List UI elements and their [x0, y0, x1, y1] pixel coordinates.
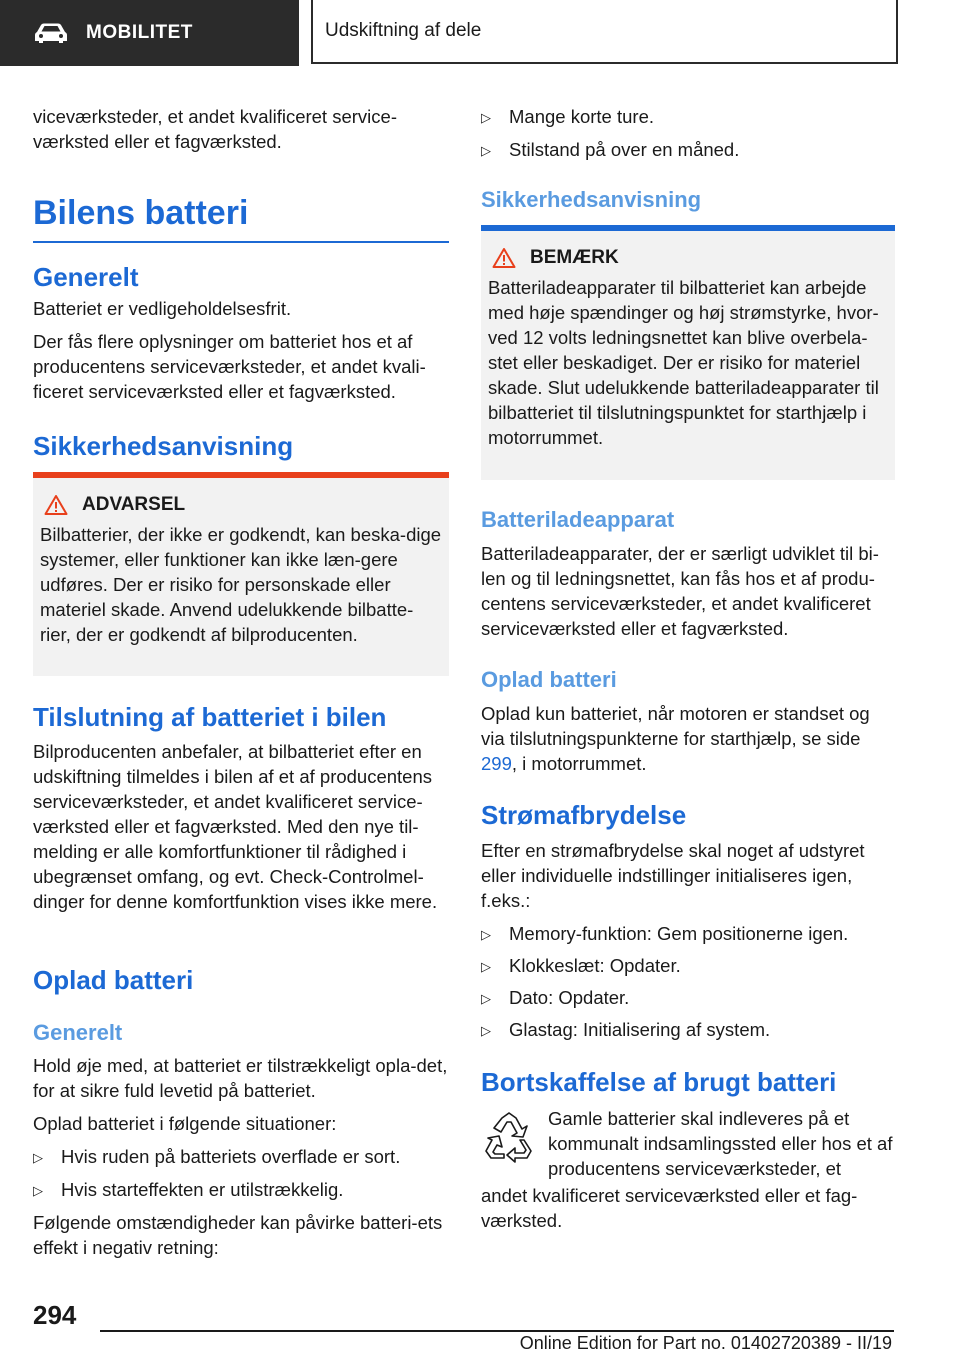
- heading-connect: Tilslutning af batteriet i bilen: [33, 702, 387, 732]
- recycling-icon: [481, 1110, 537, 1164]
- triangle-bullet-icon: ▷: [481, 959, 491, 974]
- charge-text-part: Oplad kun batteriet, når motoren er standset og via tilslutningspunkterne for starthjælp, se side: [481, 703, 870, 749]
- heading-power-outage: Strømafbrydelse: [481, 800, 687, 830]
- heading-charge-right: Oplad batteri: [481, 667, 617, 692]
- edition-text: Online Edition for Part no. 01402720389 - II/19: [519, 1333, 892, 1353]
- section-tab: [0, 0, 299, 66]
- list-item: [481, 137, 897, 163]
- general-text-1: Batteriet er vedligeholdelsesfrit.: [33, 298, 292, 319]
- list-item: [481, 104, 897, 130]
- warning-box: [33, 472, 449, 676]
- list-item-text: Klokkeslæt: Opdater.: [509, 955, 681, 976]
- footer-rule: [100, 1330, 894, 1332]
- list-item: [33, 1144, 449, 1170]
- warning-title: ADVARSEL: [82, 494, 186, 515]
- list-item: [481, 953, 897, 979]
- power-outage-text: Efter en strømafbrydelse skal noget af udstyret eller individuelle indstillinger initialiseres igen, f.eks.:: [481, 840, 865, 911]
- heading-safety: Sikkerhedsanvisning: [33, 431, 294, 461]
- chapter-tab: [311, 0, 898, 64]
- triangle-bullet-icon: ▷: [33, 1183, 43, 1198]
- heading-rule: [33, 241, 449, 243]
- list-item: [481, 921, 897, 947]
- charge-text-part: , i motorrummet.: [511, 753, 647, 774]
- notice-title: BEMÆRK: [530, 247, 619, 268]
- triangle-bullet-icon: ▷: [481, 143, 491, 158]
- page-link-299[interactable]: 299: [481, 753, 512, 774]
- disposal-text-2: andet kvalificeret serviceværksted eller et fag-værksted.: [481, 1185, 858, 1231]
- warning-triangle-icon: [492, 247, 516, 269]
- warning-triangle-icon: [44, 494, 68, 516]
- list-item-text: Hvis starteffekten er utilstrækkelig.: [61, 1179, 344, 1200]
- charge-text-1: Hold øje med, at batteriet er tilstrækkeligt opla-det, for at sikre fuld levetid på batteriet.: [33, 1055, 448, 1101]
- list-item-text: Mange korte ture.: [509, 106, 654, 127]
- heading-disposal: Bortskaffelse af brugt batteri: [481, 1067, 837, 1097]
- list-item-text: Dato: Opdater.: [509, 987, 630, 1008]
- page-header: [0, 0, 960, 66]
- chapter-title: Udskiftning af dele: [325, 20, 482, 41]
- list-item: [33, 1177, 449, 1203]
- list-item: [481, 985, 897, 1011]
- list-item-text: Glastag: Initialisering af system.: [509, 1019, 771, 1040]
- triangle-bullet-icon: ▷: [481, 991, 491, 1006]
- triangle-bullet-icon: ▷: [481, 927, 491, 942]
- connect-text: Bilproducenten anbefaler, at bilbatteriet efter en udskiftning tilmeldes i bilen af et af producentens serviceværksteder, et andet kvalificeret service-værksted eller et fagværksted. Med den nye til-melding er alle komfortfunktioner til rådighed i ubegrænset omfang, og evt. Check-Controlmel-dinger for denne komfortfunktion vises ikke mere.: [33, 741, 438, 912]
- charge-text-2: Oplad batteriet i følgende situationer:: [33, 1113, 337, 1134]
- charger-text: Batteriladeapparater, der er særligt udviklet til bi-len og til ledningsnettet, kan fås hos et af produ-centens serviceværksteder, et andet kvalificeret serviceværksted eller et fagværksted.: [481, 543, 879, 639]
- page-number: 294: [33, 1300, 77, 1330]
- warning-text: Bilbatterier, der ikke er godkendt, kan beska-dige systemer, eller funktioner kan ikke læn-gere udføres. Der er risiko for personskade eller materiel skade. Anvend udelukkende bilbatte-rier, der er godkendt af bilproducenten.: [40, 524, 442, 645]
- general-text-2: Der fås flere oplysninger om batteriet hos et af producentens serviceværksteder, et andet kvali-ficeret serviceværksted eller et fagværksted.: [33, 331, 426, 402]
- disposal-text-1: Gamle batterier skal indleveres på et kommunalt indsamlingssted eller hos et af producentens serviceværksteder, et: [548, 1108, 893, 1179]
- heading-general: Generelt: [33, 262, 139, 292]
- list-item: [481, 1017, 897, 1043]
- heading-battery: Bilens batteri: [33, 194, 249, 232]
- list-item-text: Memory-funktion: Gem positionerne igen.: [509, 923, 849, 944]
- triangle-bullet-icon: ▷: [33, 1150, 43, 1165]
- charge-text-right: [481, 701, 897, 776]
- heading-charge-general: Generelt: [33, 1020, 123, 1045]
- list-item-text: Hvis ruden på batteriets overflade er sort.: [61, 1146, 401, 1167]
- notice-text: Batteriladeapparater til bilbatteriet kan arbejde med høje spændinger og høj strømstyrke, hvor-ved 12 volts ledningsnettet kan blive overbela-stet eller beskadiget. Der er risiko for materiel skade. Slut udelukkende batteriladeapparater til bilbatteriet til tilslutningspunktet for starthjælp i motorrummet.: [488, 277, 879, 448]
- triangle-bullet-icon: ▷: [481, 110, 491, 125]
- charge-text-3: Følgende omstændigheder kan påvirke batteri-ets effekt i negativ retning:: [33, 1212, 443, 1258]
- triangle-bullet-icon: ▷: [481, 1023, 491, 1038]
- section-title: MOBILITET: [86, 22, 193, 43]
- car-icon: [34, 22, 68, 44]
- heading-charge: Oplad batteri: [33, 965, 194, 995]
- intro-text: viceværksteder, et andet kvalificeret service-værksted eller et fagværksted.: [33, 106, 397, 152]
- heading-safety-right: Sikkerhedsanvisning: [481, 187, 702, 212]
- notice-box: [481, 225, 895, 480]
- list-item-text: Stilstand på over en måned.: [509, 139, 740, 160]
- heading-charger: Batteriladeapparat: [481, 507, 675, 532]
